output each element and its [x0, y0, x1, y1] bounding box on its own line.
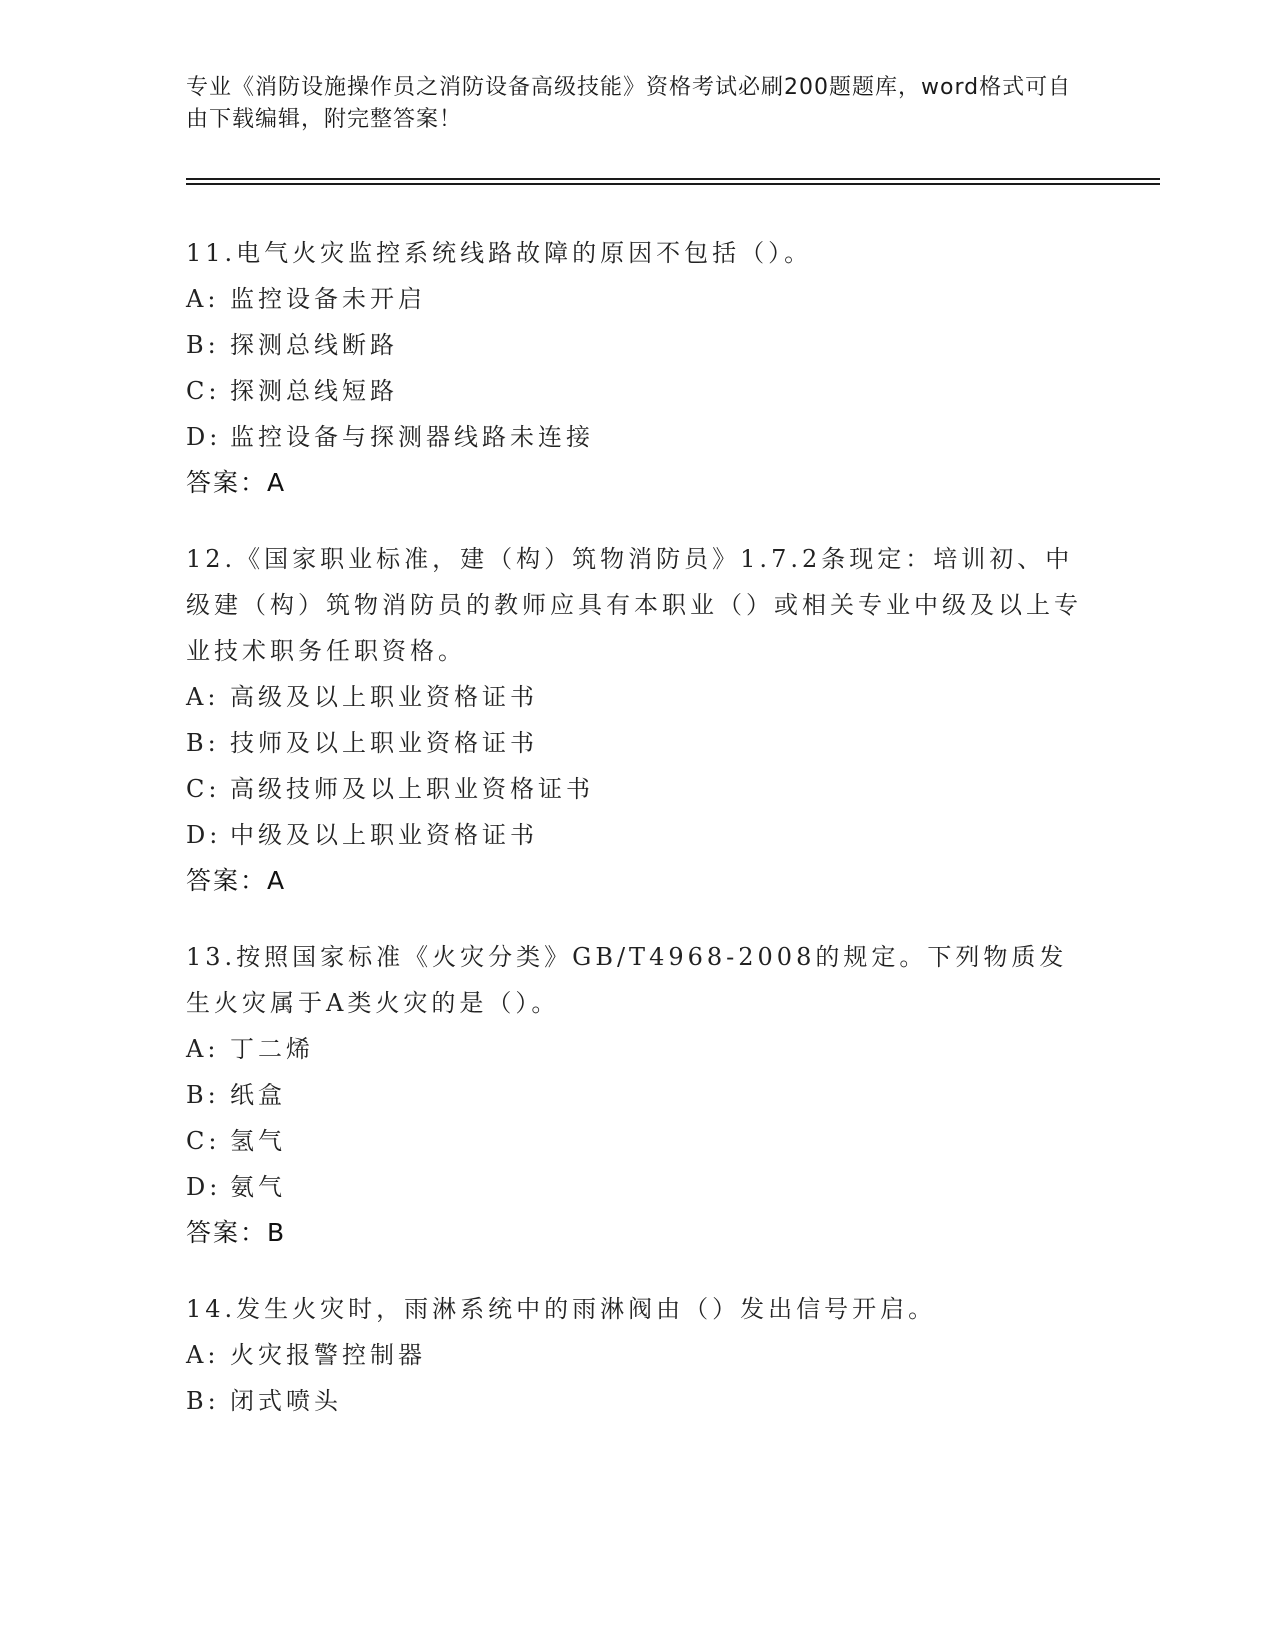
option-letter: C:	[186, 377, 221, 405]
option-text: 氢气	[230, 1127, 286, 1155]
question-13	[186, 934, 1086, 1256]
option-letter: D:	[186, 821, 222, 849]
option-text: 中级及以上职业资格证书	[230, 821, 538, 849]
option-c	[186, 1118, 1086, 1164]
header-rule-top	[186, 178, 1160, 180]
option-a	[186, 674, 1086, 720]
answer-line: 答案：A	[186, 866, 287, 895]
option-text: 氨气	[230, 1173, 286, 1201]
option-b	[186, 720, 1086, 766]
option-text: 闭式喷头	[230, 1387, 342, 1415]
question-text: 11.电气火灾监控系统线路故障的原因不包括（）。	[186, 239, 813, 267]
option-text: 技师及以上职业资格证书	[230, 729, 538, 757]
option-letter: A:	[186, 1341, 220, 1369]
option-letter: A:	[186, 285, 220, 313]
option-a	[186, 1026, 1086, 1072]
option-text: 探测总线短路	[230, 377, 398, 405]
option-letter: A:	[186, 1035, 220, 1063]
option-a	[186, 276, 1086, 322]
option-b	[186, 1378, 1086, 1424]
option-d	[186, 414, 1086, 460]
question-list	[186, 230, 1086, 1454]
option-d	[186, 1164, 1086, 1210]
answer-line: 答案：A	[186, 468, 287, 497]
option-letter: C:	[186, 1127, 221, 1155]
document-header: 专业《消防设施操作员之消防设备高级技能》资格考试必刷200题题库，word格式可自由下载编辑，附完整答案！	[186, 75, 1072, 132]
option-a	[186, 1332, 1086, 1378]
option-text: 探测总线断路	[230, 331, 398, 359]
option-b	[186, 1072, 1086, 1118]
option-c	[186, 766, 1086, 812]
option-letter: A:	[186, 683, 220, 711]
option-letter: B:	[186, 331, 220, 359]
option-d	[186, 812, 1086, 858]
question-12	[186, 536, 1086, 904]
option-c	[186, 368, 1086, 414]
option-letter: B:	[186, 1081, 220, 1109]
option-text: 火灾报警控制器	[230, 1341, 426, 1369]
option-text: 监控设备与探测器线路未连接	[230, 423, 594, 451]
option-text: 高级技师及以上职业资格证书	[230, 775, 594, 803]
option-b	[186, 322, 1086, 368]
question-text: 12.《国家职业标准，建（构）筑物消防员》1.7.2条现定：培训初、中级建（构）筑物消防员的教师应具有本职业（）或相关专业中级及以上专业技术职务任职资格。	[186, 545, 1082, 665]
question-14	[186, 1286, 1086, 1424]
option-text: 监控设备未开启	[230, 285, 426, 313]
option-letter: B:	[186, 1387, 220, 1415]
answer-line: 答案：B	[186, 1218, 287, 1247]
option-letter: D:	[186, 1173, 222, 1201]
option-letter: B:	[186, 729, 220, 757]
question-11	[186, 230, 1086, 506]
option-letter: D:	[186, 423, 222, 451]
header-rule-bottom	[186, 183, 1160, 185]
option-letter: C:	[186, 775, 221, 803]
option-text: 丁二烯	[230, 1035, 314, 1063]
question-text: 14.发生火灾时，雨淋系统中的雨淋阀由（）发出信号开启。	[186, 1295, 937, 1323]
option-text: 纸盒	[230, 1081, 286, 1109]
option-text: 高级及以上职业资格证书	[230, 683, 538, 711]
question-text: 13.按照国家标准《火灾分类》GB/T4968-2008的规定。下列物质发生火灾属于A类火灾的是（）。	[186, 943, 1068, 1017]
